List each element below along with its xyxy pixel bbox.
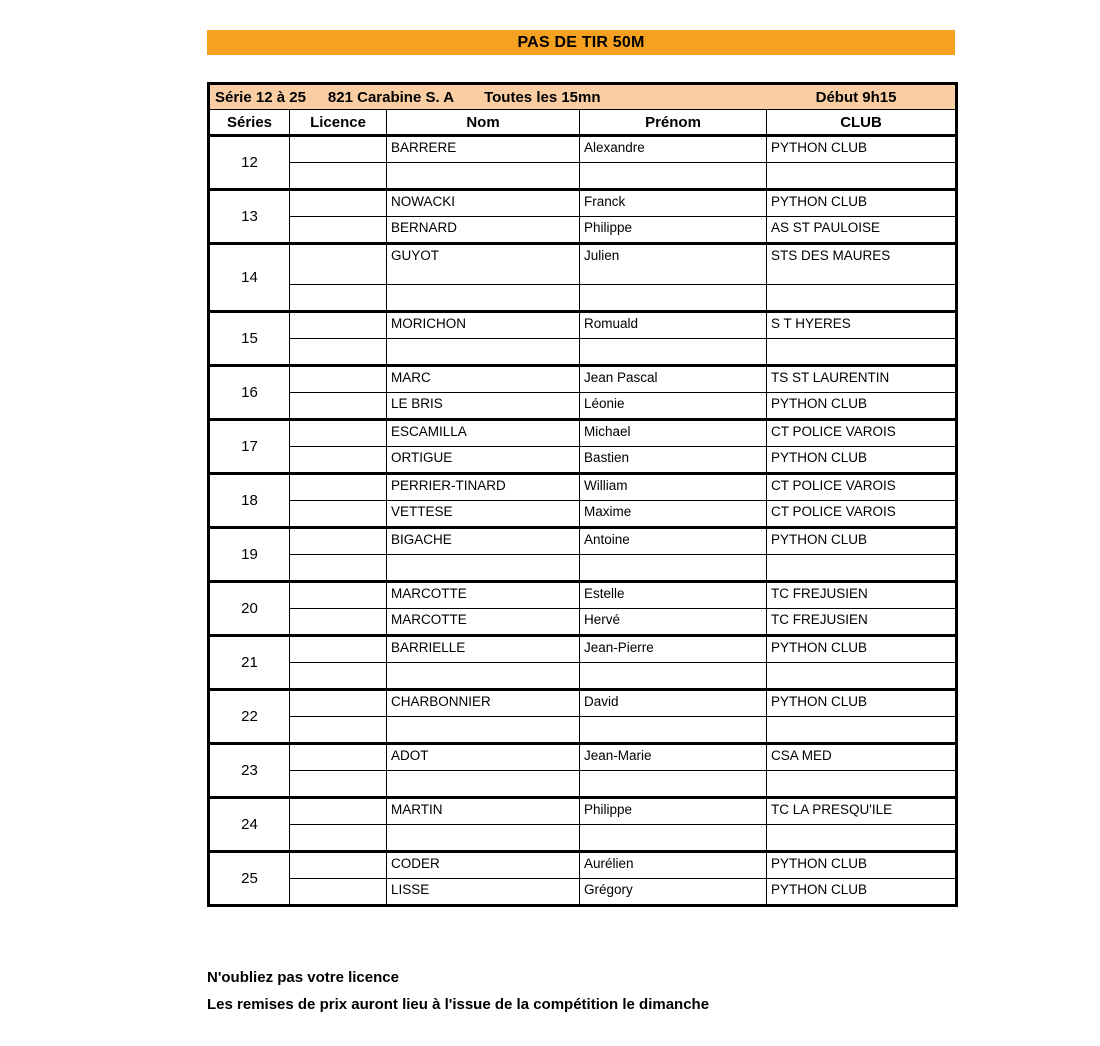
prenom-cell [580, 339, 767, 366]
club-cell: CT POLICE VAROIS [767, 474, 957, 501]
licence-cell [290, 825, 387, 852]
nom-cell: MARTIN [387, 798, 580, 825]
series-number: 14 [209, 244, 290, 312]
licence-cell [290, 690, 387, 717]
club-cell: CSA MED [767, 744, 957, 771]
page-title: PAS DE TIR 50M [517, 33, 645, 51]
licence-cell [290, 798, 387, 825]
series-number: 24 [209, 798, 290, 852]
club-cell [767, 717, 957, 744]
session-info-cell [209, 84, 957, 110]
licence-cell [290, 879, 387, 906]
nom-cell: BARRIELLE [387, 636, 580, 663]
prenom-cell: Estelle [580, 582, 767, 609]
prenom-cell: Philippe [580, 798, 767, 825]
series-number: 16 [209, 366, 290, 420]
nom-cell [387, 555, 580, 582]
club-cell: PYTHON CLUB [767, 852, 957, 879]
series-number: 19 [209, 528, 290, 582]
table-row [209, 163, 957, 190]
club-cell: PYTHON CLUB [767, 636, 957, 663]
licence-cell [290, 163, 387, 190]
nom-cell: MARCOTTE [387, 609, 580, 636]
table-row [209, 609, 957, 636]
col-header-licence: Licence [290, 110, 387, 136]
footer-note-licence: N'oubliez pas votre licence [207, 969, 399, 986]
prenom-cell: Aurélien [580, 852, 767, 879]
prenom-cell [580, 825, 767, 852]
schedule-sheet [207, 30, 955, 907]
col-header-nom: Nom [387, 110, 580, 136]
table-row [209, 555, 957, 582]
club-cell: TC LA PRESQU'ILE [767, 798, 957, 825]
col-header-club: CLUB [767, 110, 957, 136]
nom-cell: CODER [387, 852, 580, 879]
prenom-cell [580, 717, 767, 744]
series-number: 17 [209, 420, 290, 474]
table-row [209, 825, 957, 852]
club-cell [767, 163, 957, 190]
nom-cell [387, 663, 580, 690]
prenom-cell: Jean-Marie [580, 744, 767, 771]
nom-cell: MARC [387, 366, 580, 393]
prenom-cell: Maxime [580, 501, 767, 528]
nom-cell: PERRIER-TINARD [387, 474, 580, 501]
nom-cell: LISSE [387, 879, 580, 906]
club-cell [767, 339, 957, 366]
licence-cell [290, 312, 387, 339]
table-row [209, 636, 957, 663]
licence-cell [290, 136, 387, 163]
nom-cell [387, 339, 580, 366]
prenom-cell [580, 771, 767, 798]
col-header-series: Séries [209, 110, 290, 136]
licence-cell [290, 663, 387, 690]
table-row [209, 771, 957, 798]
prenom-cell: Franck [580, 190, 767, 217]
series-number: 15 [209, 312, 290, 366]
nom-cell [387, 717, 580, 744]
nom-cell: ESCAMILLA [387, 420, 580, 447]
session-event: 821 Carabine S. A [327, 88, 455, 106]
licence-cell [290, 190, 387, 217]
nom-cell: BERNARD [387, 217, 580, 244]
licence-cell [290, 852, 387, 879]
table-row [209, 501, 957, 528]
table-row [209, 528, 957, 555]
licence-cell [290, 771, 387, 798]
licence-cell [290, 474, 387, 501]
nom-cell: BARRERE [387, 136, 580, 163]
prenom-cell [580, 663, 767, 690]
prenom-cell: Antoine [580, 528, 767, 555]
table-row [209, 717, 957, 744]
nom-cell: MARCOTTE [387, 582, 580, 609]
prenom-cell: Léonie [580, 393, 767, 420]
licence-cell [290, 393, 387, 420]
nom-cell [387, 771, 580, 798]
table-row [209, 366, 957, 393]
club-cell: PYTHON CLUB [767, 528, 957, 555]
table-row [209, 474, 957, 501]
licence-cell [290, 366, 387, 393]
nom-cell [387, 825, 580, 852]
table-row [209, 136, 957, 163]
table-row [209, 879, 957, 906]
club-cell: STS DES MAURES [767, 244, 957, 285]
licence-cell [290, 528, 387, 555]
series-number: 25 [209, 852, 290, 906]
licence-cell [290, 217, 387, 244]
col-header-prenom: Prénom [580, 110, 767, 136]
series-number: 22 [209, 690, 290, 744]
prenom-cell [580, 285, 767, 312]
licence-cell [290, 420, 387, 447]
club-cell: CT POLICE VAROIS [767, 501, 957, 528]
club-cell: S T HYERES [767, 312, 957, 339]
footer-note-prizes: Les remises de prix auront lieu à l'issue de la compétition le dimanche [207, 996, 710, 1013]
club-cell [767, 285, 957, 312]
nom-cell: ADOT [387, 744, 580, 771]
club-cell: PYTHON CLUB [767, 690, 957, 717]
nom-cell: MORICHON [387, 312, 580, 339]
prenom-cell: Julien [580, 244, 767, 285]
table-row [209, 690, 957, 717]
club-cell [767, 663, 957, 690]
session-interval: Toutes les 15mn [484, 88, 601, 106]
prenom-cell: Jean-Pierre [580, 636, 767, 663]
prenom-cell: Jean Pascal [580, 366, 767, 393]
club-cell: TS ST LAURENTIN [767, 366, 957, 393]
club-cell: PYTHON CLUB [767, 879, 957, 906]
series-number: 23 [209, 744, 290, 798]
nom-cell [387, 163, 580, 190]
table-row [209, 217, 957, 244]
club-cell: PYTHON CLUB [767, 393, 957, 420]
licence-cell [290, 447, 387, 474]
table-row [209, 744, 957, 771]
prenom-cell: Hervé [580, 609, 767, 636]
club-cell: PYTHON CLUB [767, 190, 957, 217]
nom-cell: NOWACKI [387, 190, 580, 217]
series-number: 18 [209, 474, 290, 528]
table-row [209, 663, 957, 690]
licence-cell [290, 636, 387, 663]
table-row [209, 852, 957, 879]
licence-cell [290, 285, 387, 312]
page-title-bar [207, 30, 955, 55]
column-header-row [209, 110, 957, 136]
series-table-body [209, 136, 957, 906]
nom-cell: ORTIGUE [387, 447, 580, 474]
club-cell: PYTHON CLUB [767, 136, 957, 163]
session-series-range: Série 12 à 25 [215, 88, 306, 106]
licence-cell [290, 582, 387, 609]
table-row [209, 244, 957, 285]
prenom-cell: Grégory [580, 879, 767, 906]
series-number: 21 [209, 636, 290, 690]
table-row [209, 285, 957, 312]
nom-cell: CHARBONNIER [387, 690, 580, 717]
nom-cell: VETTESE [387, 501, 580, 528]
table-row [209, 339, 957, 366]
club-cell: TC FREJUSIEN [767, 609, 957, 636]
prenom-cell [580, 555, 767, 582]
licence-cell [290, 501, 387, 528]
series-number: 20 [209, 582, 290, 636]
licence-cell [290, 555, 387, 582]
prenom-cell: Alexandre [580, 136, 767, 163]
club-cell: CT POLICE VAROIS [767, 420, 957, 447]
session-start-time: Début 9h15 [815, 88, 897, 106]
table-row [209, 420, 957, 447]
series-number: 12 [209, 136, 290, 190]
nom-cell: BIGACHE [387, 528, 580, 555]
licence-cell [290, 339, 387, 366]
table-row [209, 312, 957, 339]
prenom-cell: Bastien [580, 447, 767, 474]
table-row [209, 798, 957, 825]
club-cell: AS ST PAULOISE [767, 217, 957, 244]
licence-cell [290, 744, 387, 771]
prenom-cell: David [580, 690, 767, 717]
nom-cell: LE BRIS [387, 393, 580, 420]
prenom-cell [580, 163, 767, 190]
series-number: 13 [209, 190, 290, 244]
table-row [209, 190, 957, 217]
prenom-cell: Philippe [580, 217, 767, 244]
club-cell [767, 555, 957, 582]
nom-cell: GUYOT [387, 244, 580, 285]
session-row [209, 84, 957, 110]
licence-cell [290, 717, 387, 744]
table-row [209, 393, 957, 420]
prenom-cell: Romuald [580, 312, 767, 339]
licence-cell [290, 244, 387, 285]
footer-notes [207, 964, 709, 1018]
licence-cell [290, 609, 387, 636]
club-cell [767, 771, 957, 798]
club-cell: PYTHON CLUB [767, 447, 957, 474]
prenom-cell: Michael [580, 420, 767, 447]
table-row [209, 447, 957, 474]
club-cell [767, 825, 957, 852]
nom-cell [387, 285, 580, 312]
table-row [209, 582, 957, 609]
prenom-cell: William [580, 474, 767, 501]
schedule-table [207, 82, 958, 907]
club-cell: TC FREJUSIEN [767, 582, 957, 609]
